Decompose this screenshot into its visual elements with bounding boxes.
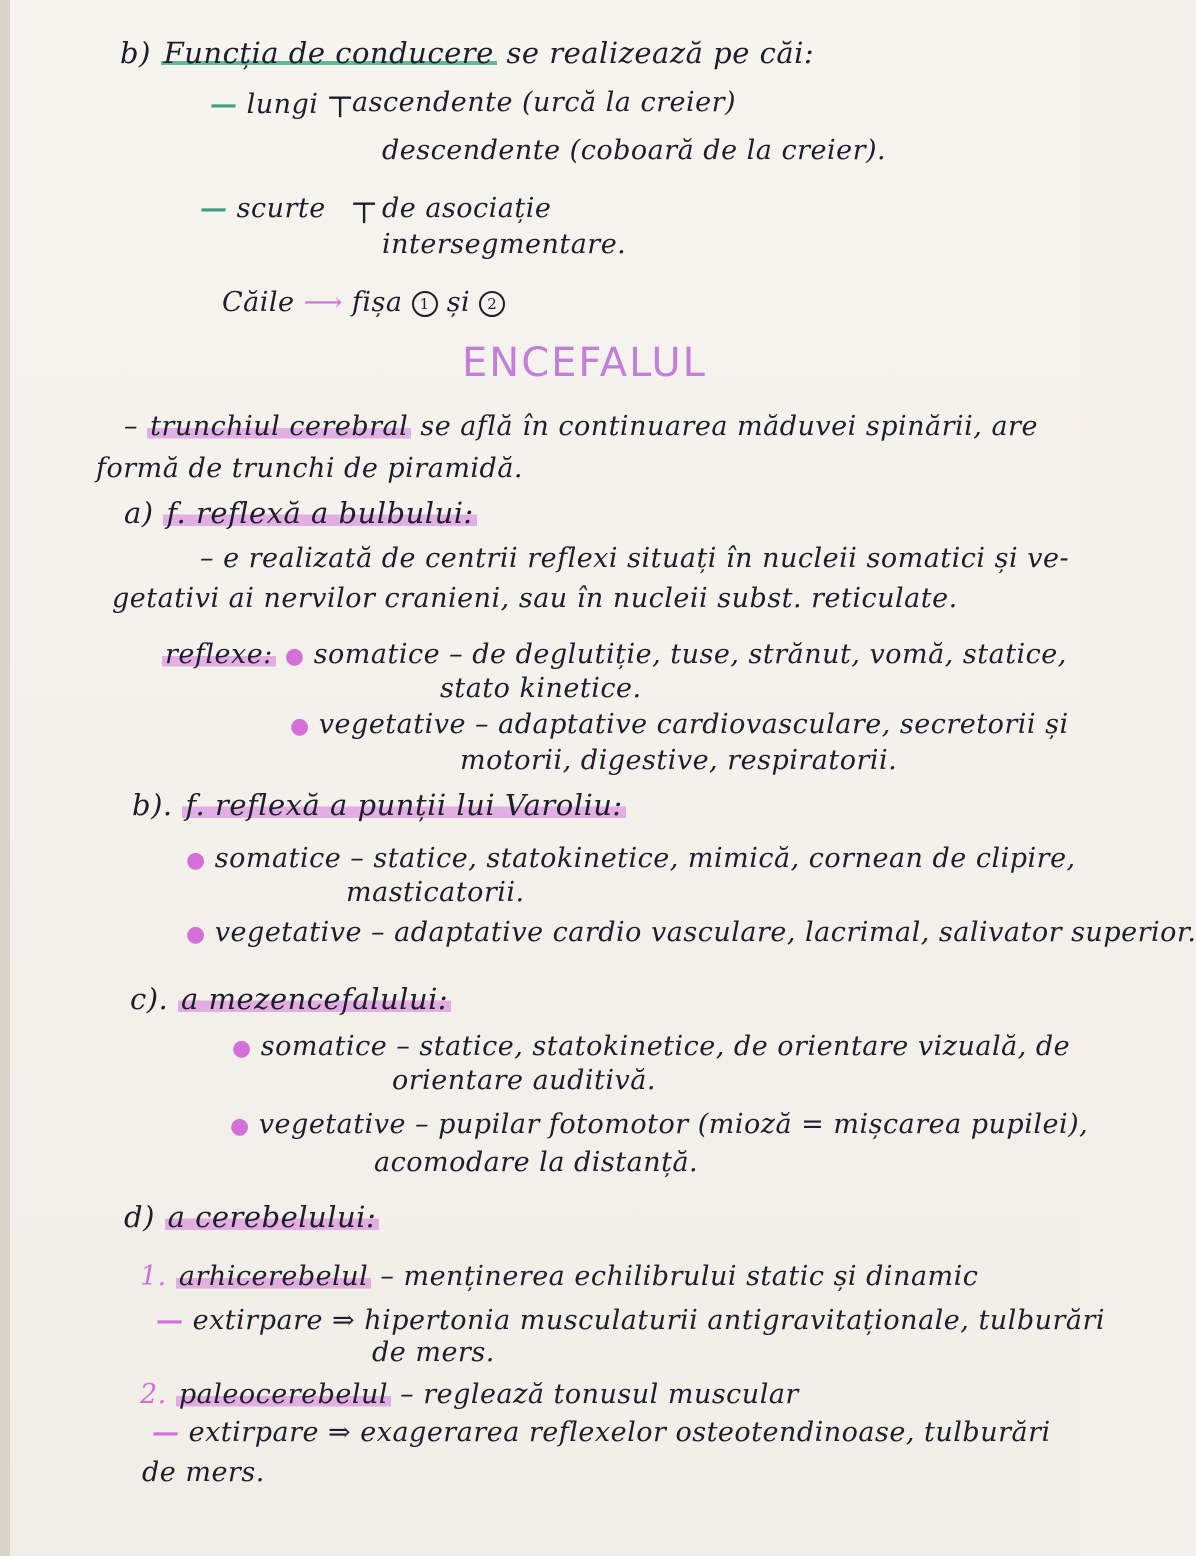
- heading-rest: se realizează pe căi:: [506, 36, 815, 70]
- bullet-icon: ●: [232, 1036, 252, 1061]
- somatice-text: somatice – statice, statokinetice, mimică, cornean de clipire,: [214, 843, 1076, 874]
- ascendente-text: ascendente (urcă la creier): [352, 87, 737, 118]
- mezencefal-somatice: [232, 1030, 1070, 1066]
- scurte-label: scurte: [236, 193, 326, 224]
- bulb-heading: [124, 496, 477, 530]
- heading-prefix: b).: [132, 788, 173, 822]
- conduction-heading: [120, 36, 814, 70]
- heading-highlight: Funcția de conducere: [161, 36, 497, 70]
- trunchi-line: [124, 410, 1038, 444]
- vegetative-text: vegetative – adaptative cardiovasculare, secretorii și: [318, 709, 1069, 740]
- bulb-somatice-2: stato kinetice.: [440, 673, 642, 704]
- item-number: 2.: [140, 1379, 167, 1410]
- asociatie-text: de asociație: [382, 193, 552, 224]
- arhicerebel-line: [140, 1260, 978, 1294]
- intersegmentare-text: intersegmentare.: [382, 229, 627, 260]
- mezencefal-vegetative: [230, 1108, 1088, 1144]
- punte-somatice-2: masticatorii.: [346, 877, 525, 908]
- caile-label: Căile: [222, 287, 295, 318]
- punte-heading: [132, 788, 626, 822]
- circled-number: 2: [479, 291, 505, 317]
- somatice-text: somatice – de deglutiție, tuse, strănut, vomă, statice,: [313, 639, 1067, 670]
- trunchi-highlight: trunchiul cerebral: [147, 411, 411, 442]
- punte-somatice: [186, 842, 1076, 878]
- punte-vegetative: [186, 916, 1196, 952]
- vegetative-text: vegetative – adaptative cardio vasculare, lacrimal, salivator superior.: [214, 917, 1196, 948]
- scurte-line: [200, 192, 326, 226]
- paleocerebel-extirpare-2: de mers.: [142, 1457, 265, 1488]
- page-edge: [0, 0, 10, 1556]
- heading-prefix: b): [120, 36, 151, 70]
- page-title: ENCEFALUL: [462, 340, 707, 386]
- heading-prefix: c).: [130, 982, 169, 1016]
- arhicerebel-label: arhicerebelul: [176, 1261, 371, 1292]
- green-dash: —: [200, 193, 228, 224]
- mezencefal-somatice-2: orientare auditivă.: [392, 1065, 656, 1096]
- extirpare-text: extirpare ⇒ exagerarea reflexelor osteotendinoase, tulburări: [188, 1417, 1051, 1448]
- trunchi-line-2: formă de trunchi de piramidă.: [96, 453, 524, 484]
- reflexe-label: reflexe:: [162, 639, 276, 670]
- heading-highlight: f. reflexă a punții lui Varoliu:: [182, 788, 625, 822]
- bullet-icon: ●: [186, 922, 206, 947]
- bullet-icon: ●: [290, 714, 310, 739]
- caile-and: și: [446, 287, 471, 318]
- paleocerebel-text: – reglează tonusul muscular: [400, 1379, 799, 1410]
- bulb-somatice: [162, 638, 1067, 674]
- bullet-icon: ●: [284, 644, 305, 669]
- caile-line: [222, 286, 505, 320]
- descendente-text: descendente (coboară de la creier).: [382, 135, 887, 166]
- caile-fisa: fișa: [351, 287, 403, 318]
- paleocerebel-extirpare: [152, 1416, 1051, 1450]
- bulb-para-2: getativi ai nervilor cranieni, sau în nucleii subst. reticulate.: [112, 583, 958, 614]
- mezencefal-heading: [130, 982, 451, 1016]
- dash: –: [124, 411, 138, 442]
- cerebel-heading: [124, 1200, 379, 1234]
- heading-highlight: f. reflexă a bulbului:: [163, 496, 476, 530]
- arrow-icon: ⟶: [303, 287, 343, 318]
- extirpare-text: extirpare ⇒ hipertonia musculaturii antigravitaționale, tulburări: [192, 1305, 1106, 1336]
- item-number: 1.: [140, 1261, 167, 1292]
- pink-dash: —: [156, 1305, 184, 1336]
- heading-prefix: d): [124, 1200, 155, 1234]
- heading-prefix: a): [124, 496, 154, 530]
- bulb-para-1: – e realizată de centrii reflexi situați în nucleii somatici și ve-: [200, 543, 1070, 574]
- bullet-icon: ●: [186, 848, 206, 873]
- arhicerebel-text: – menținerea echilibrului static și dinamic: [380, 1261, 979, 1292]
- paleocerebel-line: [140, 1378, 799, 1412]
- branch-glyph: ⊤: [350, 196, 379, 231]
- somatice-text: somatice – statice, statokinetice, de orientare vizuală, de: [260, 1031, 1071, 1062]
- paleocerebel-label: paleocerebelul: [176, 1379, 391, 1410]
- trunchi-rest: se află în continuarea măduvei spinării, are: [420, 411, 1038, 442]
- arhicerebel-extirpare-2: de mers.: [372, 1337, 495, 1368]
- bullet-icon: ●: [230, 1114, 250, 1139]
- bulb-vegetative: [290, 708, 1069, 744]
- lungi-line: [210, 88, 318, 122]
- green-dash: —: [210, 89, 238, 120]
- heading-highlight: a cerebelului:: [165, 1200, 380, 1234]
- bulb-vegetative-2: motorii, digestive, respiratorii.: [460, 745, 898, 776]
- pink-dash: —: [152, 1417, 180, 1448]
- vegetative-text: vegetative – pupilar fotomotor (mioză = mișcarea pupilei),: [258, 1109, 1089, 1140]
- arhicerebel-extirpare: [156, 1304, 1105, 1338]
- mezencefal-vegetative-2: acomodare la distanță.: [374, 1147, 699, 1178]
- branch-glyph: ⊤: [326, 90, 355, 125]
- lungi-label: lungi: [246, 89, 319, 120]
- heading-highlight: a mezencefalului:: [178, 982, 451, 1016]
- circled-number: 1: [412, 291, 438, 317]
